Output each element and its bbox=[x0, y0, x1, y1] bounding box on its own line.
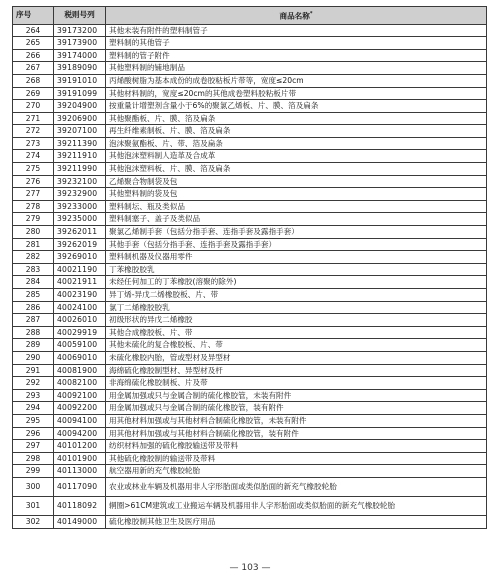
cell-code: 39211910 bbox=[54, 150, 106, 163]
cell-code: 40101900 bbox=[54, 452, 106, 465]
cell-name: 其他材料制的，宽度≤20cm的其他成卷塑料胶粘板片带 bbox=[106, 87, 487, 100]
cell-name: 其他塑料制的铺地制品 bbox=[106, 62, 487, 75]
cell-code: 39204900 bbox=[54, 100, 106, 113]
table-row bbox=[13, 351, 487, 364]
cell-seq: 283 bbox=[13, 263, 54, 276]
cell-code: 40113000 bbox=[54, 465, 106, 478]
table-row bbox=[13, 137, 487, 150]
table-row bbox=[13, 175, 487, 188]
table-row bbox=[13, 238, 487, 251]
table-row bbox=[13, 200, 487, 213]
cell-seq: 281 bbox=[13, 238, 54, 251]
cell-name: 泡沫聚氨酯板、片、带、箔及扁条 bbox=[106, 137, 487, 150]
cell-code: 40059100 bbox=[54, 339, 106, 352]
cell-name: 塑料制的其他管子 bbox=[106, 37, 487, 50]
table-row bbox=[13, 515, 487, 528]
table-row bbox=[13, 37, 487, 50]
cell-seq: 299 bbox=[13, 465, 54, 478]
table-row bbox=[13, 289, 487, 302]
page-number: — 103 — bbox=[229, 563, 271, 573]
cell-seq: 284 bbox=[13, 276, 54, 289]
table-row bbox=[13, 465, 487, 478]
cell-seq: 268 bbox=[13, 74, 54, 87]
cell-code: 40021911 bbox=[54, 276, 106, 289]
cell-name: 辋圈>61CM建筑或工业搬运车辆及机器用非人字形胎面或类似胎面的新充气橡胶轮胎 bbox=[106, 496, 487, 515]
cell-seq: 280 bbox=[13, 226, 54, 239]
table-row bbox=[13, 24, 487, 37]
cell-name: 其他未装有附件的塑料制管子 bbox=[106, 24, 487, 37]
table-row bbox=[13, 150, 487, 163]
cell-name: 其他硫化橡胶制的输送带及带料 bbox=[106, 452, 487, 465]
cell-code: 40023190 bbox=[54, 289, 106, 302]
cell-code: 39191099 bbox=[54, 87, 106, 100]
cell-seq: 291 bbox=[13, 364, 54, 377]
tariff-table bbox=[12, 6, 487, 529]
cell-code: 40029919 bbox=[54, 326, 106, 339]
table-row bbox=[13, 414, 487, 427]
cell-name: 农业或林业车辆及机器用非人字形胎面或类似胎面的新充气橡胶轮胎 bbox=[106, 477, 487, 496]
cell-seq: 287 bbox=[13, 314, 54, 327]
cell-code: 39173900 bbox=[54, 37, 106, 50]
table-row bbox=[13, 100, 487, 113]
header-name-mark: * bbox=[309, 11, 313, 17]
table-row bbox=[13, 301, 487, 314]
cell-seq: 301 bbox=[13, 496, 54, 515]
header-name bbox=[106, 7, 487, 25]
table-row bbox=[13, 112, 487, 125]
cell-code: 40094100 bbox=[54, 414, 106, 427]
cell-name: 硫化橡胶制其他卫生及医疗用品 bbox=[106, 515, 487, 528]
cell-code: 39235000 bbox=[54, 213, 106, 226]
table-row bbox=[13, 213, 487, 226]
cell-code: 40092200 bbox=[54, 402, 106, 415]
cell-name: 塑料制塞子、盖子及类似品 bbox=[106, 213, 487, 226]
table-row bbox=[13, 188, 487, 201]
table-row bbox=[13, 364, 487, 377]
cell-seq: 270 bbox=[13, 100, 54, 113]
cell-code: 40149000 bbox=[54, 515, 106, 528]
table-row bbox=[13, 339, 487, 352]
table-row bbox=[13, 389, 487, 402]
cell-name: 用其他材料加强或与其他材料合制硫化橡胶管，未装有附件 bbox=[106, 414, 487, 427]
cell-code: 40118092 bbox=[54, 496, 106, 515]
cell-seq: 286 bbox=[13, 301, 54, 314]
header-seq: 序号 bbox=[13, 7, 54, 25]
cell-seq: 293 bbox=[13, 389, 54, 402]
cell-seq: 300 bbox=[13, 477, 54, 496]
table-row bbox=[13, 62, 487, 75]
cell-seq: 282 bbox=[13, 251, 54, 264]
cell-name: 塑料制机器及仪器用零件 bbox=[106, 251, 487, 264]
cell-code: 40094200 bbox=[54, 427, 106, 440]
cell-name: 塑料制坛、瓶及类似品 bbox=[106, 200, 487, 213]
cell-seq: 297 bbox=[13, 440, 54, 453]
cell-code: 39233000 bbox=[54, 200, 106, 213]
cell-code: 40081900 bbox=[54, 364, 106, 377]
cell-name: 按重量计增塑剂含量小于6%的聚氯乙烯板、片、膜、箔及扁条 bbox=[106, 100, 487, 113]
cell-name: 航空器用新的充气橡胶轮胎 bbox=[106, 465, 487, 478]
cell-name: 氯丁二烯橡胶胶乳 bbox=[106, 301, 487, 314]
cell-seq: 295 bbox=[13, 414, 54, 427]
table-row bbox=[13, 74, 487, 87]
cell-name: 丁苯橡胶胶乳 bbox=[106, 263, 487, 276]
cell-code: 39211390 bbox=[54, 137, 106, 150]
cell-seq: 276 bbox=[13, 175, 54, 188]
table-row bbox=[13, 427, 487, 440]
table-row bbox=[13, 87, 487, 100]
cell-code: 39232900 bbox=[54, 188, 106, 201]
cell-name: 海绵硫化橡胶制型材、异型材及杆 bbox=[106, 364, 487, 377]
table-row bbox=[13, 314, 487, 327]
table-row bbox=[13, 125, 487, 138]
cell-seq: 275 bbox=[13, 163, 54, 176]
cell-code: 40117090 bbox=[54, 477, 106, 496]
cell-code: 39189090 bbox=[54, 62, 106, 75]
cell-seq: 265 bbox=[13, 37, 54, 50]
cell-code: 39207100 bbox=[54, 125, 106, 138]
cell-name: 其他聚酯板、片、膜、箔及扁条 bbox=[106, 112, 487, 125]
cell-name: 再生纤维素制板、片、膜、箔及扁条 bbox=[106, 125, 487, 138]
cell-name: 其他泡沫塑料板、片、膜、箔及扁条 bbox=[106, 163, 487, 176]
cell-code: 39211990 bbox=[54, 163, 106, 176]
cell-seq: 274 bbox=[13, 150, 54, 163]
cell-code: 39174000 bbox=[54, 49, 106, 62]
cell-name: 初级形状的异戊二烯橡胶 bbox=[106, 314, 487, 327]
cell-name: 其他泡沫塑料制人造革及合成革 bbox=[106, 150, 487, 163]
cell-seq: 285 bbox=[13, 289, 54, 302]
cell-name: 其他合成橡胶板、片、带 bbox=[106, 326, 487, 339]
cell-seq: 266 bbox=[13, 49, 54, 62]
cell-seq: 273 bbox=[13, 137, 54, 150]
cell-name: 未硫化橡胶内胎，管或型材及异型材 bbox=[106, 351, 487, 364]
header-name-text: 商品名称 bbox=[279, 11, 310, 21]
cell-code: 39232100 bbox=[54, 175, 106, 188]
cell-seq: 290 bbox=[13, 351, 54, 364]
cell-code: 40024100 bbox=[54, 301, 106, 314]
cell-seq: 264 bbox=[13, 24, 54, 37]
table-row bbox=[13, 163, 487, 176]
table-row bbox=[13, 402, 487, 415]
table-body bbox=[13, 24, 487, 528]
cell-code: 40101200 bbox=[54, 440, 106, 453]
table-row bbox=[13, 477, 487, 496]
cell-name: 其他手套（包括分指手套、连指手套及露指手套） bbox=[106, 238, 487, 251]
cell-code: 39262011 bbox=[54, 226, 106, 239]
cell-code: 40069010 bbox=[54, 351, 106, 364]
cell-seq: 288 bbox=[13, 326, 54, 339]
cell-seq: 292 bbox=[13, 377, 54, 390]
cell-name: 用其他材料加强或与其他材料合制硫化橡胶管，装有附件 bbox=[106, 427, 487, 440]
cell-name: 塑料制的管子附件 bbox=[106, 49, 487, 62]
cell-code: 39262019 bbox=[54, 238, 106, 251]
cell-code: 39191010 bbox=[54, 74, 106, 87]
cell-name: 非海绵硫化橡胶制板、片及带 bbox=[106, 377, 487, 390]
cell-code: 40082100 bbox=[54, 377, 106, 390]
cell-seq: 272 bbox=[13, 125, 54, 138]
header-code: 税则号列 bbox=[54, 7, 106, 25]
cell-code: 39173200 bbox=[54, 24, 106, 37]
cell-seq: 296 bbox=[13, 427, 54, 440]
table-row bbox=[13, 226, 487, 239]
table-row bbox=[13, 452, 487, 465]
cell-name: 用金属加强或只与金属合制的硫化橡胶管，装有附件 bbox=[106, 402, 487, 415]
cell-name: 乙烯聚合物制袋及包 bbox=[106, 175, 487, 188]
cell-name: 未经任何加工的丁苯橡胶(溶聚的除外) bbox=[106, 276, 487, 289]
cell-name: 丙烯酸树脂为基本成份的成卷胶粘板片带等，宽度≤20cm bbox=[106, 74, 487, 87]
cell-seq: 302 bbox=[13, 515, 54, 528]
cell-name: 纺织材料加强的硫化橡胶输送带及带料 bbox=[106, 440, 487, 453]
cell-seq: 289 bbox=[13, 339, 54, 352]
cell-name: 异丁烯-异戊二烯橡胶板、片、带 bbox=[106, 289, 487, 302]
cell-code: 40026010 bbox=[54, 314, 106, 327]
cell-code: 39269010 bbox=[54, 251, 106, 264]
table-row bbox=[13, 440, 487, 453]
table-row bbox=[13, 377, 487, 390]
table-row bbox=[13, 263, 487, 276]
cell-code: 40092100 bbox=[54, 389, 106, 402]
cell-seq: 269 bbox=[13, 87, 54, 100]
table-row bbox=[13, 251, 487, 264]
cell-name: 聚氯乙烯制手套（包括分指手套、连指手套及露指手套） bbox=[106, 226, 487, 239]
table-header-row bbox=[13, 7, 487, 25]
cell-name: 用金属加强或只与金属合制的硫化橡胶管，未装有附件 bbox=[106, 389, 487, 402]
cell-seq: 278 bbox=[13, 200, 54, 213]
cell-seq: 279 bbox=[13, 213, 54, 226]
cell-seq: 271 bbox=[13, 112, 54, 125]
cell-name: 其他塑料制的袋及包 bbox=[106, 188, 487, 201]
table-row bbox=[13, 49, 487, 62]
table-row bbox=[13, 276, 487, 289]
cell-seq: 298 bbox=[13, 452, 54, 465]
cell-seq: 267 bbox=[13, 62, 54, 75]
cell-name: 其他未硫化的复合橡胶板、片、带 bbox=[106, 339, 487, 352]
cell-seq: 277 bbox=[13, 188, 54, 201]
table-row bbox=[13, 496, 487, 515]
cell-seq: 294 bbox=[13, 402, 54, 415]
tariff-table-page bbox=[12, 6, 486, 529]
cell-code: 40021190 bbox=[54, 263, 106, 276]
table-row bbox=[13, 326, 487, 339]
cell-code: 39206900 bbox=[54, 112, 106, 125]
